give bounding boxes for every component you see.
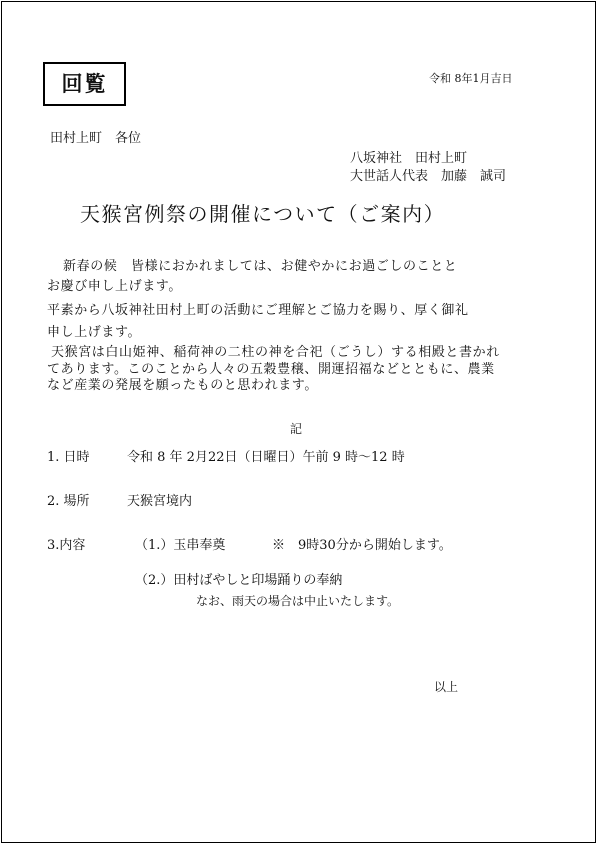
closing-text: 以上 — [434, 680, 459, 694]
body-line: 申し上げます。 — [47, 325, 142, 340]
item-label-content: 3.内容 — [47, 538, 86, 553]
issue-date: 令和 8年1月吉日 — [429, 72, 513, 85]
sender-representative: 大世話人代表 加藤 誠司 — [350, 169, 507, 184]
item-label-datetime: 1. 日時 — [47, 450, 90, 465]
document-page — [1, 1, 596, 843]
body-line: 平素から八坂神社田村上町の活動にご理解とご協力を賜り、厚く御礼 — [47, 303, 469, 318]
rain-note: なお、雨天の場合は中止いたします。 — [196, 594, 400, 608]
ki-heading: 記 — [290, 422, 303, 436]
sub-item-note: ※ 9時30分から開始します。 — [272, 538, 452, 553]
body-line: 天猴宮は白山姫神、稲荷神の二柱の神を合祀（ごうし）する相殿と書かれ — [51, 345, 500, 360]
sub-item-hoono: （2.）田村ばやしと印場踊りの奉納 — [135, 573, 343, 588]
item-value-datetime: 令和 8 年 2月22日（日曜日）午前 9 時～12 時 — [127, 450, 405, 465]
body-line: など産業の発展を願ったものと思われます。 — [47, 378, 318, 393]
body-line: てあります。このことから人々の五穀豊穣、開運招福などとともに、農業 — [47, 362, 495, 377]
item-label-place: 2. 場所 — [47, 494, 90, 509]
item-value-place: 天猴宮境内 — [127, 494, 193, 509]
sender-organization: 八坂神社 田村上町 — [350, 151, 468, 166]
recipient: 田村上町 各位 — [50, 131, 142, 146]
document-title: 天猴宮例祭の開催について（ご案内） — [80, 202, 446, 226]
body-line: お慶び申し上げます。 — [47, 279, 182, 294]
sub-item-tamagushi: （1.）玉串奉奠 — [135, 538, 226, 553]
circular-label: 回覧 — [43, 62, 126, 106]
body-line: 新春の候 皆様におかれましては、お健やかにお過ごしのことと — [63, 259, 458, 274]
